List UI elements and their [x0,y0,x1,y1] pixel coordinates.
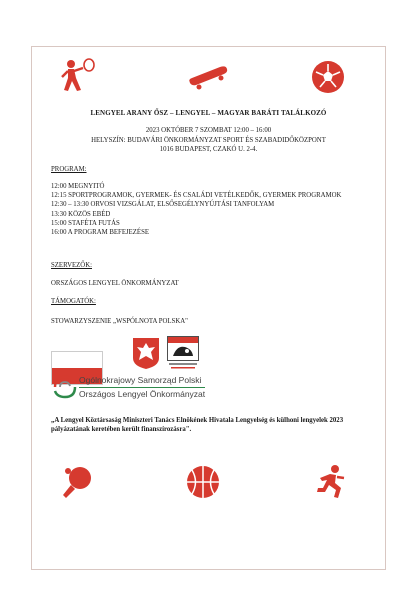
ping-pong-paddle-icon [60,464,94,500]
program-item: 12:30 – 13:30 ORVOSI VIZSGÁLAT, ELSŐSEGÉLYNYÚJTÁSI TANFOLYAM [51,201,275,209]
skateboard-icon [186,61,230,91]
ols-logo-line1: Ogólnokrajowy Samorząd Polski [79,375,202,385]
polish-eagle-emblem [131,336,161,370]
program-item: 16:00 A PROGRAM BEFEJEZÉSE [51,229,150,237]
program-item: 12:15 SPORTPROGRAMOK, GYERMEK- ÉS CSALÁDI VETÉLKEDŐK, GYERMEK PROGRAMOK [51,192,342,200]
organizer-name: ORSZÁGOS LENGYEL ÖNKORMÁNYZAT [51,280,179,287]
event-venue: HELYSZÍN: BUDAVÁRI ÖNKORMÁNYZAT SPORT ÉS SZABADIDŐKÖZPONT [91,136,326,144]
event-date: 2023 OKTÓBER 7 SZOMBAT 12:00 – 16:00 [145,127,272,134]
program-list [51,182,351,237]
funding-note: „A Lengyel Köztársaság Miniszteri Tanács Elnökének Hivatala Lengyelség és külhoni lengyelek 2023 pályázatának keretében került finanszírozásra". [51,417,344,433]
basketball-icon [186,465,220,499]
program-item: 13:30 KÖZÖS EBÉD [51,210,111,218]
program-item: 15:00 STAFÉTA FUTÁS [51,219,120,227]
soccer-ball-icon [311,60,345,94]
ols-swirl-icon [51,373,79,401]
ols-logo [51,372,211,402]
supporter-name: STOWARZYSZENIE „WSPÓLNOTA POLSKA" [51,318,188,325]
ols-logo-line2: Országos Lengyel Önkormányzat [79,389,206,399]
wspolnota-polska-logo [167,336,199,370]
tennis-player-icon [56,58,98,94]
supporters-heading: TÁMOGATÓK: [51,298,96,305]
event-details [40,126,377,155]
event-title: LENGYEL ARANY ŐSZ – LENGYEL – MAGYAR BARÁTI TALÁLKOZÓ [90,109,327,117]
event-address: 1016 BUDAPEST, CZAKÓ U. 2-4. [159,146,258,153]
program-item: 12:00 MEGNYITÓ [51,183,105,190]
organizers-heading: SZERVEZŐK: [51,262,92,269]
runner-icon [313,464,347,500]
program-heading: PROGRAM: [51,166,87,173]
